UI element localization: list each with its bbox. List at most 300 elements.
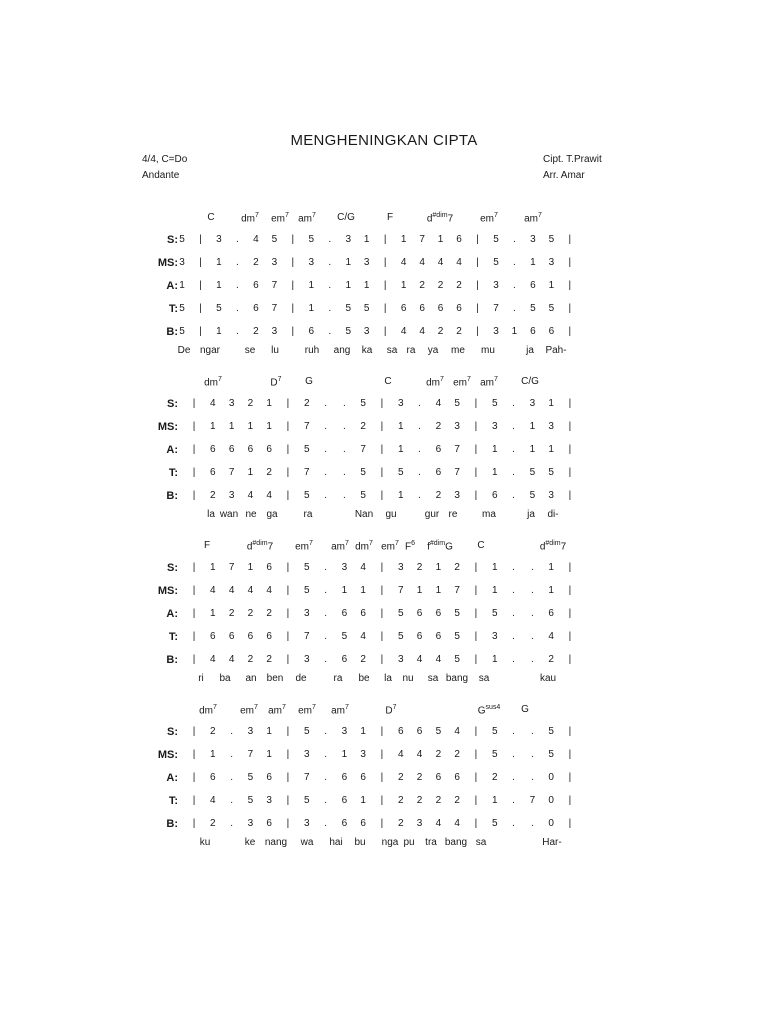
- note-token: .: [230, 726, 233, 737]
- bar-line: |: [380, 398, 384, 409]
- note-token: 4: [266, 585, 272, 596]
- note-token: 2: [416, 795, 423, 806]
- voice-row: [0, 562, 768, 578]
- lyric-syllable: se: [244, 345, 256, 356]
- note-token: .: [324, 467, 327, 478]
- note-token: 1: [529, 444, 536, 455]
- note-token: 2: [266, 654, 272, 665]
- note-token: 3: [345, 234, 351, 245]
- note-token: 6: [266, 444, 272, 455]
- voice-label: MS:: [157, 257, 178, 269]
- note-token: 5: [345, 303, 351, 314]
- bar-line: |: [286, 398, 290, 409]
- note-token: .: [513, 280, 516, 291]
- note-token: 1: [400, 234, 407, 245]
- chord-symbol: $am^7$: [268, 704, 286, 717]
- bar-line: |: [568, 654, 572, 665]
- note-token: 1: [216, 326, 222, 337]
- note-token: 7: [397, 585, 404, 596]
- note-token: 5: [363, 303, 370, 314]
- lyric-syllable: ma: [482, 509, 496, 520]
- note-token: 1: [548, 585, 554, 596]
- note-token: 3: [341, 562, 348, 573]
- note-token: 3: [416, 818, 423, 829]
- note-token: 1: [179, 280, 185, 291]
- note-token: 1: [345, 280, 351, 291]
- lyric-syllable: ya: [427, 345, 439, 356]
- note-token: 2: [456, 326, 462, 337]
- notation-sequence: [178, 257, 574, 268]
- chord-symbol: $em^7$: [240, 704, 258, 717]
- note-token: 7: [419, 234, 425, 245]
- lyric-syllable: pu: [403, 837, 415, 848]
- voice-label: S:: [167, 726, 178, 738]
- chord-symbol: $am^7$: [524, 212, 542, 225]
- chord-symbol: $f^{\#dim}G$: [427, 540, 453, 553]
- chord-row: [0, 704, 768, 720]
- note-token: 6: [530, 326, 536, 337]
- chord-symbol: $d^{\#dim}7$: [426, 212, 454, 225]
- bar-line: |: [568, 726, 572, 737]
- note-token: 5: [397, 467, 404, 478]
- note-token: .: [328, 326, 332, 337]
- note-token: 2: [491, 772, 498, 783]
- note-token: .: [324, 631, 327, 642]
- bar-line: |: [383, 234, 387, 245]
- note-token: 5: [454, 654, 460, 665]
- voice-label: T:: [168, 303, 178, 315]
- note-token: 1: [491, 444, 498, 455]
- note-token: .: [513, 257, 516, 268]
- voice-label: B:: [166, 818, 178, 830]
- note-token: .: [324, 795, 327, 806]
- voice-row: [0, 631, 768, 647]
- note-token: 3: [397, 398, 404, 409]
- note-token: 5: [548, 303, 555, 314]
- note-token: .: [342, 467, 346, 478]
- note-token: 1: [266, 421, 272, 432]
- note-token: 5: [491, 726, 498, 737]
- note-token: .: [324, 654, 327, 665]
- bar-line: |: [476, 234, 479, 245]
- voice-label: MS:: [157, 749, 178, 761]
- note-token: 6: [228, 444, 235, 455]
- note-token: .: [512, 772, 515, 783]
- voice-row: [0, 257, 768, 273]
- note-token: 5: [308, 234, 315, 245]
- bar-line: |: [474, 818, 478, 829]
- note-token: 1: [210, 562, 216, 573]
- note-token: .: [342, 444, 346, 455]
- bar-line: |: [192, 398, 196, 409]
- notation-sequence: [190, 398, 574, 409]
- note-token: 1: [400, 280, 407, 291]
- bar-line: |: [474, 772, 478, 783]
- note-token: .: [324, 490, 327, 501]
- note-token: .: [418, 421, 421, 432]
- note-token: 5: [304, 585, 310, 596]
- note-token: 4: [419, 326, 425, 337]
- note-token: 3: [247, 726, 254, 737]
- note-token: 4: [435, 398, 442, 409]
- note-token: 3: [304, 749, 310, 760]
- bar-line: |: [192, 772, 196, 783]
- note-token: 5: [529, 490, 536, 501]
- voice-label: MS:: [157, 421, 178, 433]
- bar-line: |: [568, 795, 572, 806]
- bar-line: |: [568, 631, 572, 642]
- note-token: 2: [419, 280, 425, 291]
- note-token: .: [342, 490, 346, 501]
- note-token: 6: [210, 444, 216, 455]
- note-token: 1: [216, 280, 222, 291]
- bar-line: |: [474, 562, 478, 573]
- voice-row: [0, 608, 768, 624]
- note-token: 3: [363, 326, 370, 337]
- note-token: .: [513, 234, 516, 245]
- bar-line: |: [568, 398, 572, 409]
- lyric-syllable: bu: [354, 837, 366, 848]
- bar-line: |: [380, 654, 384, 665]
- notation-sequence: [190, 772, 574, 783]
- bar-line: |: [474, 654, 478, 665]
- note-token: 1: [266, 749, 272, 760]
- bar-line: |: [474, 467, 478, 478]
- chord-row: [0, 540, 768, 556]
- note-token: 1: [360, 795, 366, 806]
- note-token: .: [324, 749, 327, 760]
- note-token: 3: [493, 280, 499, 291]
- note-token: .: [512, 608, 515, 619]
- note-token: 5: [360, 490, 366, 501]
- lyric-syllable: De: [177, 345, 191, 356]
- lyric-syllable: Pah-: [545, 345, 567, 356]
- note-token: 4: [360, 631, 366, 642]
- note-token: 6: [341, 818, 348, 829]
- note-token: 2: [437, 280, 444, 291]
- note-token: 3: [271, 257, 278, 268]
- note-token: 5: [548, 234, 555, 245]
- notation-sequence: [178, 326, 574, 337]
- bar-line: |: [286, 608, 290, 619]
- note-token: .: [342, 398, 346, 409]
- note-token: 1: [247, 421, 254, 432]
- notation-sequence: [190, 818, 574, 829]
- note-token: 5: [397, 608, 404, 619]
- note-token: 5: [548, 467, 554, 478]
- note-token: 1: [437, 234, 444, 245]
- note-token: 5: [435, 726, 442, 737]
- note-token: .: [512, 398, 515, 409]
- note-token: 5: [454, 398, 460, 409]
- voice-row: [0, 749, 768, 765]
- note-token: 5: [341, 631, 348, 642]
- note-token: .: [512, 818, 515, 829]
- note-token: 7: [271, 303, 278, 314]
- note-token: 5: [345, 326, 351, 337]
- note-token: 7: [304, 772, 310, 783]
- notation-sequence: [190, 467, 574, 478]
- bar-line: |: [474, 585, 478, 596]
- note-token: 6: [360, 608, 366, 619]
- bar-line: |: [286, 772, 290, 783]
- note-token: 3: [304, 608, 310, 619]
- note-token: .: [512, 585, 515, 596]
- bar-line: |: [192, 467, 196, 478]
- note-token: 3: [266, 795, 272, 806]
- chord-symbol: F: [386, 212, 394, 223]
- chord-symbol: $G^{sus4}$: [477, 704, 501, 717]
- bar-line: |: [383, 303, 387, 314]
- bar-line: |: [286, 631, 290, 642]
- bar-line: |: [286, 562, 290, 573]
- note-token: 6: [210, 772, 216, 783]
- note-token: 6: [456, 303, 462, 314]
- note-token: 6: [437, 303, 444, 314]
- bar-line: |: [474, 444, 478, 455]
- note-token: 2: [304, 398, 310, 409]
- lyric-syllable: be: [358, 673, 370, 684]
- note-token: 1: [548, 398, 554, 409]
- lyric-syllable: ra: [406, 345, 416, 356]
- note-token: 6: [210, 631, 216, 642]
- lyric-syllable: hai: [329, 837, 343, 848]
- chord-symbol: C: [207, 212, 215, 223]
- lyric-syllable: ra: [333, 673, 343, 684]
- note-token: .: [328, 303, 332, 314]
- bar-line: |: [380, 795, 384, 806]
- note-token: 1: [363, 280, 370, 291]
- bar-line: |: [568, 490, 572, 501]
- note-token: 3: [548, 490, 554, 501]
- lyric-syllable: ri: [198, 673, 204, 684]
- note-token: 4: [210, 795, 216, 806]
- bar-line: |: [383, 326, 387, 337]
- voice-row: [0, 795, 768, 811]
- note-token: 1: [530, 257, 536, 268]
- bar-line: |: [192, 421, 196, 432]
- note-token: .: [530, 562, 534, 573]
- note-token: .: [230, 749, 233, 760]
- note-token: 1: [435, 562, 442, 573]
- bar-line: |: [286, 818, 290, 829]
- note-token: 6: [416, 608, 423, 619]
- note-token: 2: [435, 490, 442, 501]
- lyric-syllable: ku: [199, 837, 211, 848]
- note-token: 1: [266, 726, 272, 737]
- note-token: .: [324, 726, 327, 737]
- note-token: 1: [210, 421, 216, 432]
- bar-line: |: [380, 421, 384, 432]
- chord-symbol: $em^7$: [480, 212, 498, 225]
- notation-sequence: [178, 234, 574, 245]
- chord-symbol: C/G: [337, 212, 355, 223]
- note-token: 3: [304, 654, 310, 665]
- lyrics-row: [0, 837, 768, 851]
- note-token: 5: [491, 818, 498, 829]
- note-token: 3: [304, 818, 310, 829]
- note-token: 5: [360, 467, 366, 478]
- bar-line: |: [568, 818, 572, 829]
- bar-line: |: [568, 608, 572, 619]
- note-token: 3: [491, 421, 498, 432]
- note-token: 1: [341, 585, 348, 596]
- bar-line: |: [568, 444, 572, 455]
- note-token: 4: [266, 490, 272, 501]
- note-token: 3: [548, 257, 555, 268]
- note-token: 3: [271, 326, 278, 337]
- bar-line: |: [192, 444, 196, 455]
- note-token: 3: [454, 421, 460, 432]
- bar-line: |: [199, 234, 202, 245]
- bar-line: |: [199, 303, 202, 314]
- lyric-syllable: an: [245, 673, 257, 684]
- bar-line: |: [568, 326, 572, 337]
- chord-symbol: $em^7$: [298, 704, 316, 717]
- note-token: 1: [491, 654, 498, 665]
- note-token: .: [236, 234, 239, 245]
- note-token: 6: [548, 326, 555, 337]
- lyric-syllable: ra: [303, 509, 313, 520]
- chord-symbol: F: [203, 540, 211, 551]
- note-token: 2: [253, 257, 259, 268]
- note-token: 5: [304, 795, 310, 806]
- bar-line: |: [286, 444, 290, 455]
- voice-row: [0, 444, 768, 460]
- note-token: 6: [435, 631, 442, 642]
- voice-label: A:: [166, 444, 178, 456]
- note-token: 5: [493, 234, 499, 245]
- notation-sequence: [190, 795, 574, 806]
- lyrics-row: [0, 509, 768, 523]
- note-token: 7: [228, 467, 235, 478]
- note-token: 3: [454, 490, 460, 501]
- bar-line: |: [568, 772, 572, 783]
- chord-symbol: C: [477, 540, 485, 551]
- note-token: 2: [397, 818, 404, 829]
- notation-sequence: [190, 631, 574, 642]
- lyric-syllable: sa: [475, 837, 487, 848]
- note-token: 5: [179, 326, 185, 337]
- note-token: 3: [228, 398, 235, 409]
- bar-line: |: [380, 726, 384, 737]
- bar-line: |: [192, 795, 196, 806]
- note-token: 6: [400, 303, 407, 314]
- note-token: 1: [511, 326, 518, 337]
- bar-line: |: [383, 280, 387, 291]
- lyric-syllable: la: [207, 509, 215, 520]
- lyric-syllable: ang: [333, 345, 351, 356]
- voice-row: [0, 234, 768, 250]
- note-token: 6: [419, 303, 425, 314]
- note-token: .: [236, 257, 239, 268]
- lyric-syllable: sa: [427, 673, 439, 684]
- note-token: 4: [419, 257, 425, 268]
- note-token: .: [512, 562, 515, 573]
- lyric-syllable: mu: [481, 345, 495, 356]
- chord-symbol: $em^7$: [271, 212, 289, 225]
- note-token: 1: [416, 585, 423, 596]
- lyric-syllable: me: [451, 345, 465, 356]
- chord-symbol: $D^7$: [385, 704, 397, 717]
- note-token: .: [512, 467, 515, 478]
- bar-line: |: [192, 654, 196, 665]
- voice-label: MS:: [157, 585, 178, 597]
- note-token: 4: [360, 562, 366, 573]
- note-token: 6: [210, 467, 216, 478]
- chord-symbol: $em^7$: [453, 376, 471, 389]
- note-token: 4: [400, 326, 407, 337]
- note-token: 5: [304, 444, 310, 455]
- voice-row: [0, 280, 768, 296]
- voice-row: [0, 772, 768, 788]
- voice-label: A:: [166, 608, 178, 620]
- voice-label: B:: [166, 326, 178, 338]
- note-token: 5: [491, 398, 498, 409]
- bar-line: |: [199, 257, 202, 268]
- lyric-syllable: ja: [526, 345, 534, 356]
- note-token: .: [513, 303, 516, 314]
- note-token: 2: [228, 608, 235, 619]
- chord-symbol: $em^7$: [381, 540, 399, 553]
- note-token: 5: [247, 795, 254, 806]
- arranger: Arr. Amar: [543, 170, 585, 181]
- bar-line: |: [476, 257, 479, 268]
- note-token: 7: [360, 444, 366, 455]
- chord-symbol: $dm^7$: [355, 540, 373, 553]
- note-token: 1: [216, 257, 222, 268]
- lyric-syllable: sa: [478, 673, 490, 684]
- note-token: 5: [304, 490, 310, 501]
- bar-line: |: [380, 444, 384, 455]
- chord-symbol: $dm^7$: [241, 212, 259, 225]
- note-token: 1: [435, 585, 442, 596]
- note-token: 6: [491, 490, 498, 501]
- note-token: 6: [530, 280, 536, 291]
- note-token: .: [512, 749, 515, 760]
- note-token: .: [512, 795, 515, 806]
- voice-label: B:: [166, 654, 178, 666]
- note-token: 1: [247, 562, 254, 573]
- bar-line: |: [291, 303, 295, 314]
- note-token: .: [324, 585, 327, 596]
- bar-line: |: [474, 398, 478, 409]
- note-token: 1: [308, 303, 315, 314]
- bar-line: |: [380, 608, 384, 619]
- note-token: 5: [548, 749, 554, 760]
- note-token: .: [512, 654, 515, 665]
- lyric-syllable: de: [295, 673, 307, 684]
- note-token: 1: [529, 421, 536, 432]
- bar-line: |: [192, 818, 196, 829]
- note-token: 5: [529, 467, 536, 478]
- note-token: 6: [360, 772, 366, 783]
- chord-symbol: $am^7$: [298, 212, 316, 225]
- note-token: 6: [253, 280, 259, 291]
- voice-row: [0, 303, 768, 319]
- lyric-syllable: ngar: [199, 345, 221, 356]
- note-token: 1: [210, 608, 216, 619]
- chord-symbol: $D^7$: [270, 376, 282, 389]
- note-token: 5: [530, 303, 536, 314]
- note-token: 4: [416, 749, 423, 760]
- note-token: 7: [529, 795, 536, 806]
- note-token: 2: [210, 726, 216, 737]
- note-token: 1: [397, 490, 404, 501]
- note-token: 1: [341, 749, 348, 760]
- note-token: 0: [548, 772, 554, 783]
- bar-line: |: [380, 749, 384, 760]
